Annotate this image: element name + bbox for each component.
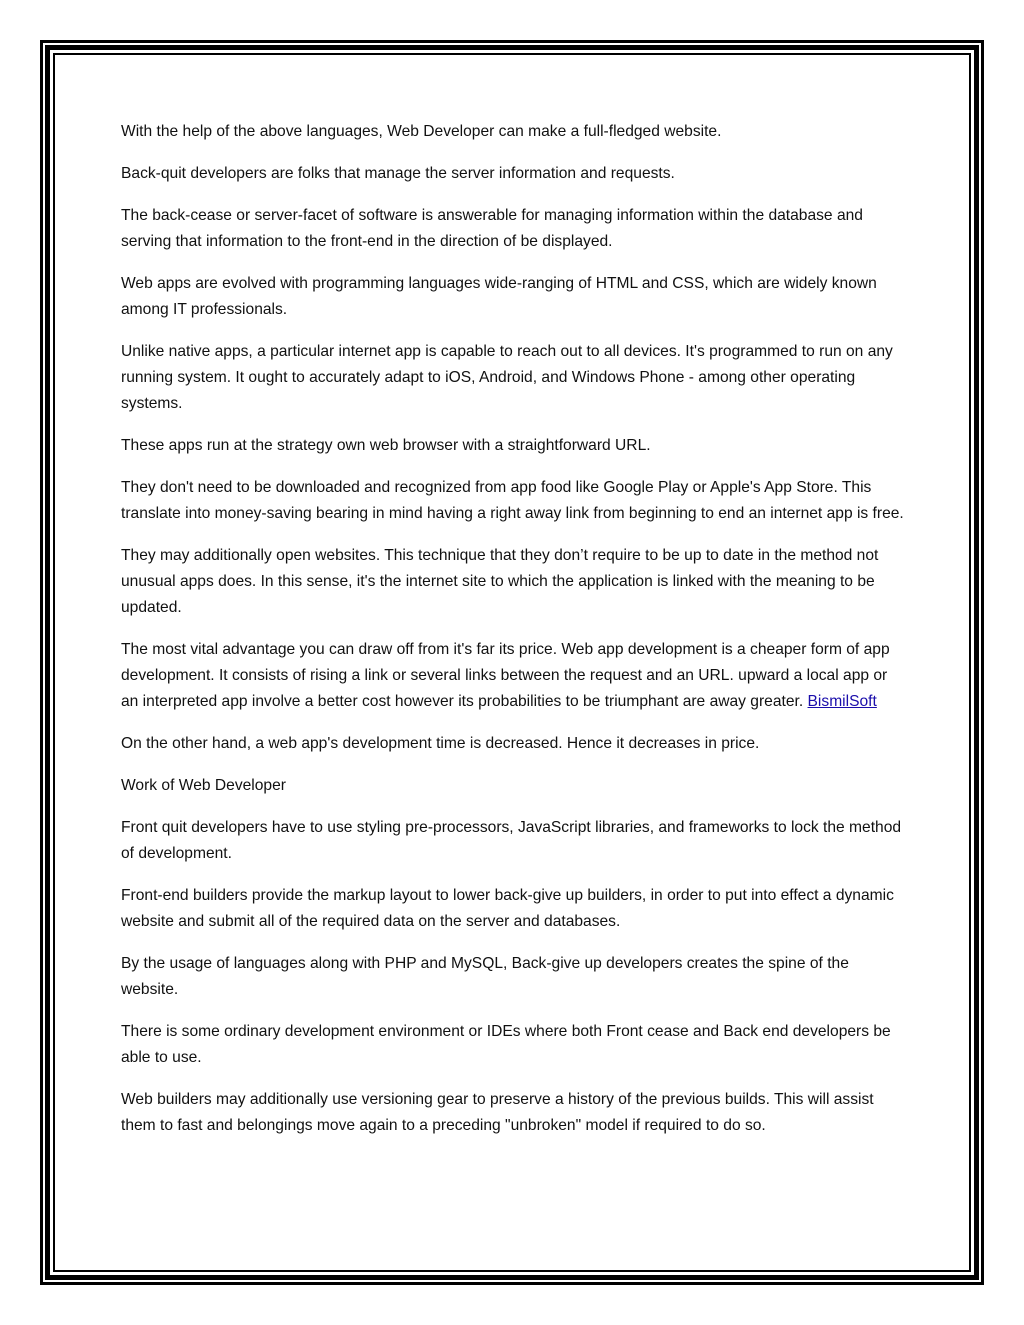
paragraph: Back-quit developers are folks that manage the server information and requests. (121, 165, 675, 182)
document-body (121, 119, 906, 1155)
paragraph: Web apps are evolved with programming languages wide-ranging of HTML and CSS, which are widely known among IT professionals. (121, 275, 877, 318)
paragraph: There is some ordinary development environment or IDEs where both Front cease and Back end developers be able to use. (121, 1023, 891, 1066)
paragraph: Front quit developers have to use styling pre-processors, JavaScript libraries, and frameworks to lock the method of development. (121, 819, 902, 862)
paragraph: Web builders may additionally use versioning gear to preserve a history of the previous builds. This will assist them to fast and belongings move again to a preceding "unbroken" model if required to do so. (121, 1091, 874, 1134)
paragraph: Front-end builders provide the markup layout to lower back-give up builders, in order to put into effect a dynamic website and submit all of the required data on the server and databases. (121, 887, 894, 930)
advantage-paragraph (121, 637, 906, 715)
section-heading: Work of Web Developer (121, 777, 286, 794)
paragraph: By the usage of languages along with PHP and MySQL, Back-give up developers creates the spine of the website. (121, 955, 849, 998)
bismilsoft-link[interactable]: BismilSoft (807, 693, 877, 710)
paragraph-text: The most vital advantage you can draw off from it's far its price. Web app development is a cheaper form of app development. It consists of rising a link or several links between the request and an URL. upward a local app or an interpreted app involve a better cost however its probabilities to be triumphant are away greater. (121, 641, 890, 710)
paragraph: These apps run at the strategy own web browser with a straightforward URL. (121, 437, 651, 454)
paragraph: They may additionally open websites. This technique that they don’t require to be up to date in the method not unusual apps does. In this sense, it's the internet site to which the application is linked with the meaning to be updated. (121, 547, 879, 616)
paragraph: On the other hand, a web app's development time is decreased. Hence it decreases in price. (121, 735, 760, 752)
paragraph: They don't need to be downloaded and recognized from app food like Google Play or Apple's App Store. This translate into money-saving bearing in mind having a right away link from beginning to end an internet app is free. (121, 479, 904, 522)
paragraph: The back-cease or server-facet of software is answerable for managing information within the database and serving that information to the front-end in the direction of be displayed. (121, 207, 863, 250)
paragraph: With the help of the above languages, Web Developer can make a full-fledged website. (121, 123, 722, 140)
paragraph: Unlike native apps, a particular internet app is capable to reach out to all devices. It's programmed to run on any running system. It ought to accurately adapt to iOS, Android, and Windows Phone - among other operating systems. (121, 343, 893, 412)
